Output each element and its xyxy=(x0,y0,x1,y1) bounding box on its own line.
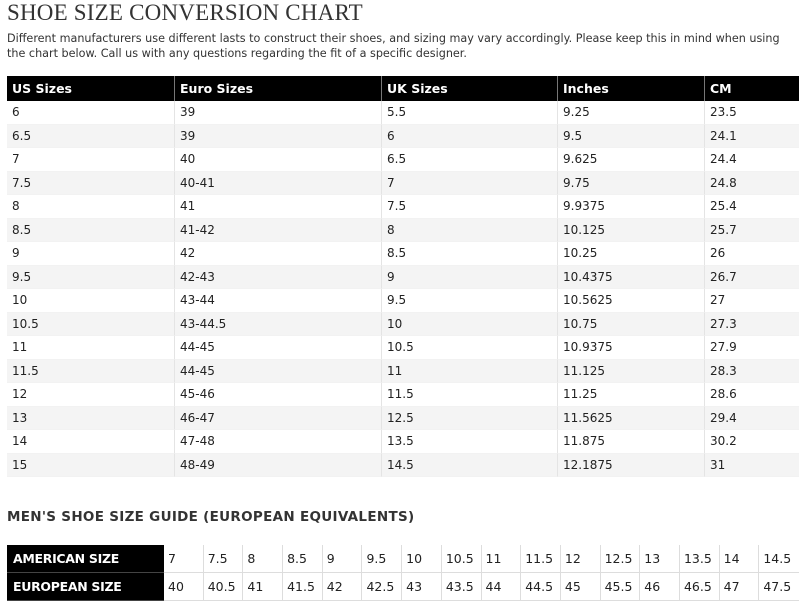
table-row xyxy=(7,430,799,454)
cell-us-size: 13 xyxy=(7,407,175,431)
cell-euro-size: 41-42 xyxy=(175,219,382,243)
european-size-cell: 45.5 xyxy=(601,573,641,601)
table-row xyxy=(7,219,799,243)
cell-inches: 11.25 xyxy=(558,383,705,407)
cell-us-size: 7.5 xyxy=(7,172,175,196)
american-size-cell: 11 xyxy=(482,545,522,573)
cell-euro-size: 45-46 xyxy=(175,383,382,407)
cell-us-size: 8.5 xyxy=(7,219,175,243)
cell-uk-size: 14.5 xyxy=(382,454,558,478)
table-row xyxy=(7,172,799,196)
cell-inches: 12.1875 xyxy=(558,454,705,478)
header-euro-sizes: Euro Sizes xyxy=(175,76,382,101)
cell-euro-size: 39 xyxy=(175,101,382,125)
cell-uk-size: 8 xyxy=(382,219,558,243)
cell-uk-size: 7 xyxy=(382,172,558,196)
cell-uk-size: 9.5 xyxy=(382,289,558,313)
cell-euro-size: 42-43 xyxy=(175,266,382,290)
cell-euro-size: 44-45 xyxy=(175,336,382,360)
cell-us-size: 14 xyxy=(7,430,175,454)
cell-uk-size: 13.5 xyxy=(382,430,558,454)
cell-inches: 10.4375 xyxy=(558,266,705,290)
table-row xyxy=(7,383,799,407)
guide-title: MEN'S SHOE SIZE GUIDE (EUROPEAN EQUIVALENTS) xyxy=(7,509,415,525)
page-title: SHOE SIZE CONVERSION CHART xyxy=(7,0,363,25)
european-size-cell: 40.5 xyxy=(204,573,244,601)
american-size-label: AMERICAN SIZE xyxy=(7,545,164,573)
cell-uk-size: 6.5 xyxy=(382,148,558,172)
american-size-cell: 10 xyxy=(402,545,442,573)
size-conversion-table xyxy=(7,76,799,477)
european-size-cell: 46 xyxy=(640,573,680,601)
cell-euro-size: 41 xyxy=(175,195,382,219)
european-size-cell: 40 xyxy=(164,573,204,601)
american-size-cell: 12 xyxy=(561,545,601,573)
american-size-cell: 14.5 xyxy=(759,545,799,573)
european-size-cell: 47.5 xyxy=(759,573,799,601)
cell-uk-size: 6 xyxy=(382,125,558,149)
cell-us-size: 12 xyxy=(7,383,175,407)
cell-inches: 9.9375 xyxy=(558,195,705,219)
european-size-cell: 41.5 xyxy=(283,573,323,601)
table-row xyxy=(7,289,799,313)
cell-cm: 24.4 xyxy=(705,148,799,172)
american-size-cell: 7.5 xyxy=(204,545,244,573)
american-size-row xyxy=(7,545,799,573)
american-size-cell: 14 xyxy=(720,545,760,573)
table-header-row xyxy=(7,76,799,101)
cell-uk-size: 5.5 xyxy=(382,101,558,125)
cell-uk-size: 10.5 xyxy=(382,336,558,360)
european-equivalents-table xyxy=(7,545,799,601)
cell-euro-size: 44-45 xyxy=(175,360,382,384)
table-row xyxy=(7,125,799,149)
table-row xyxy=(7,101,799,125)
american-size-cell: 11.5 xyxy=(521,545,561,573)
cell-cm: 31 xyxy=(705,454,799,478)
cell-us-size: 15 xyxy=(7,454,175,478)
cell-uk-size: 11 xyxy=(382,360,558,384)
cell-euro-size: 39 xyxy=(175,125,382,149)
cell-cm: 27.9 xyxy=(705,336,799,360)
cell-us-size: 7 xyxy=(7,148,175,172)
header-inches: Inches xyxy=(558,76,705,101)
cell-cm: 26.7 xyxy=(705,266,799,290)
cell-cm: 25.7 xyxy=(705,219,799,243)
american-size-cell: 8 xyxy=(243,545,283,573)
european-size-label: EUROPEAN SIZE xyxy=(7,573,164,601)
cell-inches: 10.9375 xyxy=(558,336,705,360)
cell-us-size: 11 xyxy=(7,336,175,360)
american-size-cell: 8.5 xyxy=(283,545,323,573)
cell-euro-size: 42 xyxy=(175,242,382,266)
header-cm: CM xyxy=(705,76,799,101)
table-row xyxy=(7,454,799,478)
table-row xyxy=(7,148,799,172)
european-size-cell: 41 xyxy=(243,573,283,601)
european-size-cell: 45 xyxy=(561,573,601,601)
table-row xyxy=(7,407,799,431)
cell-us-size: 9 xyxy=(7,242,175,266)
table-row xyxy=(7,266,799,290)
american-size-cell: 9 xyxy=(323,545,363,573)
cell-inches: 9.625 xyxy=(558,148,705,172)
european-size-cell: 42.5 xyxy=(362,573,402,601)
cell-inches: 9.5 xyxy=(558,125,705,149)
cell-inches: 9.25 xyxy=(558,101,705,125)
cell-euro-size: 43-44.5 xyxy=(175,313,382,337)
table-row xyxy=(7,195,799,219)
european-size-cell: 42 xyxy=(323,573,363,601)
cell-uk-size: 12.5 xyxy=(382,407,558,431)
cell-inches: 10.25 xyxy=(558,242,705,266)
table-row xyxy=(7,313,799,337)
cell-uk-size: 9 xyxy=(382,266,558,290)
american-size-cell: 12.5 xyxy=(601,545,641,573)
cell-uk-size: 7.5 xyxy=(382,195,558,219)
cell-us-size: 10.5 xyxy=(7,313,175,337)
cell-inches: 10.75 xyxy=(558,313,705,337)
cell-cm: 27 xyxy=(705,289,799,313)
american-size-cell: 7 xyxy=(164,545,204,573)
american-size-cell: 10.5 xyxy=(442,545,482,573)
cell-uk-size: 10 xyxy=(382,313,558,337)
table-row xyxy=(7,242,799,266)
cell-us-size: 10 xyxy=(7,289,175,313)
cell-cm: 26 xyxy=(705,242,799,266)
european-size-row xyxy=(7,573,799,601)
cell-uk-size: 8.5 xyxy=(382,242,558,266)
cell-euro-size: 43-44 xyxy=(175,289,382,313)
cell-cm: 25.4 xyxy=(705,195,799,219)
european-size-cell: 43.5 xyxy=(442,573,482,601)
american-size-cell: 13 xyxy=(640,545,680,573)
cell-cm: 29.4 xyxy=(705,407,799,431)
cell-us-size: 6.5 xyxy=(7,125,175,149)
cell-us-size: 6 xyxy=(7,101,175,125)
cell-us-size: 11.5 xyxy=(7,360,175,384)
cell-inches: 11.125 xyxy=(558,360,705,384)
european-size-cell: 44.5 xyxy=(521,573,561,601)
european-size-cell: 44 xyxy=(482,573,522,601)
cell-euro-size: 40 xyxy=(175,148,382,172)
cell-cm: 23.5 xyxy=(705,101,799,125)
header-uk-sizes: UK Sizes xyxy=(382,76,558,101)
american-size-cell: 13.5 xyxy=(680,545,720,573)
intro-text: Different manufacturers use different lasts to construct their shoes, and sizing may vary accordingly. Please keep this in mind when using the chart below. Call us with any questions regarding the fit of a specific designer. xyxy=(7,32,780,60)
american-size-cell: 9.5 xyxy=(362,545,402,573)
european-size-cell: 46.5 xyxy=(680,573,720,601)
table-row xyxy=(7,360,799,384)
header-us-sizes: US Sizes xyxy=(7,76,175,101)
cell-euro-size: 46-47 xyxy=(175,407,382,431)
table-row xyxy=(7,336,799,360)
cell-inches: 11.875 xyxy=(558,430,705,454)
cell-inches: 10.125 xyxy=(558,219,705,243)
cell-cm: 30.2 xyxy=(705,430,799,454)
cell-euro-size: 40-41 xyxy=(175,172,382,196)
table-body xyxy=(7,101,799,477)
cell-cm: 28.6 xyxy=(705,383,799,407)
european-size-cell: 47 xyxy=(720,573,760,601)
cell-inches: 10.5625 xyxy=(558,289,705,313)
cell-us-size: 8 xyxy=(7,195,175,219)
cell-uk-size: 11.5 xyxy=(382,383,558,407)
cell-euro-size: 48-49 xyxy=(175,454,382,478)
cell-inches: 9.75 xyxy=(558,172,705,196)
european-size-cell: 43 xyxy=(402,573,442,601)
cell-euro-size: 47-48 xyxy=(175,430,382,454)
cell-cm: 28.3 xyxy=(705,360,799,384)
cell-cm: 27.3 xyxy=(705,313,799,337)
cell-cm: 24.1 xyxy=(705,125,799,149)
cell-inches: 11.5625 xyxy=(558,407,705,431)
cell-cm: 24.8 xyxy=(705,172,799,196)
cell-us-size: 9.5 xyxy=(7,266,175,290)
